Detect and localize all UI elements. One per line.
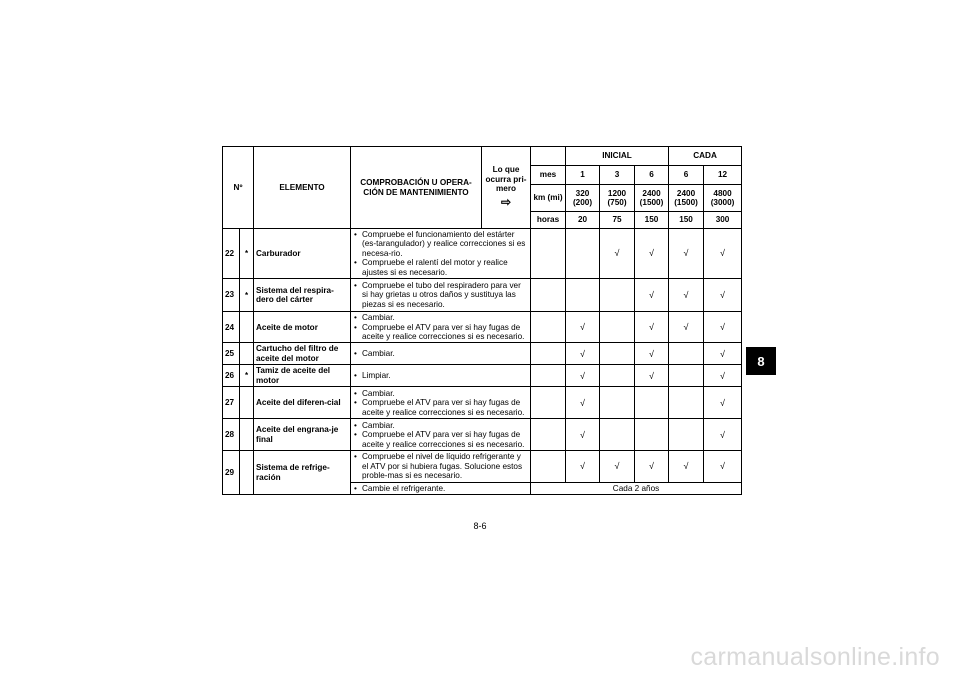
operation-cell <box>351 451 531 482</box>
watermark: carmanualsonline.info <box>690 643 940 671</box>
check-mark: √ <box>704 419 742 451</box>
check-mark: √ <box>704 343 742 365</box>
operation-list <box>353 230 528 277</box>
header-element: ELEMENTO <box>254 147 351 229</box>
check-mark: √ <box>635 365 669 387</box>
check-mark: √ <box>566 387 600 419</box>
item-number: 24 <box>223 312 240 343</box>
page-number: 8-6 <box>473 521 487 531</box>
hours-value: 20 <box>566 212 600 229</box>
hours-label: horas <box>531 212 566 229</box>
check-mark <box>600 419 635 451</box>
check-mark <box>600 279 635 312</box>
item-name: Sistema del respira-dero del cárter <box>254 279 351 312</box>
check-mark <box>600 343 635 365</box>
check-mark <box>600 387 635 419</box>
operation-cell <box>351 343 531 365</box>
operation-item: • Compruebe el ATV para ver si hay fugas de aceite y realice correcciones si es necesario. <box>353 430 528 449</box>
check-mark <box>600 365 635 387</box>
operation-item: • Compruebe el nivel de líquido refrigerante y el ATV por si hubiera fugas. Solucione estos proble-mas si es necesario. <box>353 452 528 480</box>
item-name: Aceite del engrana-je final <box>254 419 351 451</box>
km-value: 2400 (1500) <box>669 185 704 212</box>
item-number: 28 <box>223 419 240 451</box>
item-name: Aceite de motor <box>254 312 351 343</box>
schedule-label-blank <box>531 343 566 365</box>
schedule-label-blank <box>531 229 566 279</box>
operation-item: • Compruebe el funcionamiento del estárter (es-tarangulador) y realice correcciones si es necesa-rio. <box>353 230 528 258</box>
table-row <box>223 312 742 343</box>
item-number: 29 <box>223 451 240 495</box>
service-star <box>240 343 254 365</box>
section-tab: 8 <box>746 347 776 375</box>
service-star <box>240 312 254 343</box>
operation-cell <box>351 312 531 343</box>
check-mark: √ <box>566 451 600 482</box>
header-whichever-label: Lo que ocurra pri-mero <box>485 165 527 194</box>
operation-item: • Compruebe el ATV para ver si hay fugas de aceite y realice correcciones si es necesario. <box>353 323 528 342</box>
operation-cell <box>351 419 531 451</box>
check-mark: √ <box>635 279 669 312</box>
service-star: * <box>240 229 254 279</box>
item-number: 27 <box>223 387 240 419</box>
operation-list <box>353 421 528 449</box>
interval-note: Cada 2 años <box>531 482 742 494</box>
operation-item: • Cambiar. <box>353 349 528 358</box>
month-value: 1 <box>566 166 600 185</box>
service-star <box>240 451 254 495</box>
table-row <box>223 419 742 451</box>
operation-item: • Cambiar. <box>353 313 528 322</box>
check-mark <box>669 387 704 419</box>
header-initial: INICIAL <box>566 147 669 166</box>
check-mark: √ <box>669 451 704 482</box>
table-row <box>223 343 742 365</box>
check-mark: √ <box>566 312 600 343</box>
check-mark: √ <box>600 229 635 279</box>
item-name: Aceite del diferen-cial <box>254 387 351 419</box>
table-row <box>223 451 742 482</box>
check-mark: √ <box>635 343 669 365</box>
check-mark: √ <box>704 451 742 482</box>
operation-cell <box>351 387 531 419</box>
check-mark <box>566 279 600 312</box>
km-value: 2400 (1500) <box>635 185 669 212</box>
month-value: 6 <box>669 166 704 185</box>
service-star <box>240 419 254 451</box>
operation-item: • Compruebe el ralentí del motor y realice ajustes si es necesario. <box>353 258 528 277</box>
service-star <box>240 387 254 419</box>
km-value: 1200 (750) <box>600 185 635 212</box>
hours-value: 300 <box>704 212 742 229</box>
table-row <box>223 387 742 419</box>
item-name: Cartucho del filtro de aceite del motor <box>254 343 351 365</box>
check-mark: √ <box>669 312 704 343</box>
check-mark: √ <box>669 229 704 279</box>
operation-list <box>353 484 528 493</box>
operation-cell <box>351 229 531 279</box>
service-star: * <box>240 279 254 312</box>
check-mark <box>669 365 704 387</box>
check-mark <box>669 343 704 365</box>
check-mark: √ <box>635 312 669 343</box>
operation-item: • Cambiar. <box>353 389 528 398</box>
operation-item: • Compruebe el tubo del respiradero para ver si hay grietas u otros daños y sustituya las piezas si es necesario. <box>353 281 528 309</box>
item-number: 23 <box>223 279 240 312</box>
check-mark: √ <box>566 365 600 387</box>
hours-value: 75 <box>600 212 635 229</box>
operation-cell <box>351 365 531 387</box>
table-row <box>223 365 742 387</box>
header-blank <box>531 147 566 166</box>
schedule-label-blank <box>531 312 566 343</box>
operation-cell <box>351 279 531 312</box>
schedule-label-blank <box>531 387 566 419</box>
operation-list <box>353 452 528 480</box>
operation-cell <box>351 482 531 494</box>
operation-item: • Cambie el refrigerante. <box>353 484 528 493</box>
operation-list <box>353 371 528 380</box>
schedule-label-blank <box>531 365 566 387</box>
month-value: 3 <box>600 166 635 185</box>
check-mark: √ <box>635 451 669 482</box>
item-number: 22 <box>223 229 240 279</box>
operation-item: • Cambiar. <box>353 421 528 430</box>
operation-list <box>353 389 528 417</box>
operation-list <box>353 313 528 341</box>
month-value: 12 <box>704 166 742 185</box>
km-value: 320 (200) <box>566 185 600 212</box>
schedule-label-blank <box>531 451 566 482</box>
check-mark <box>635 419 669 451</box>
header-no: Nº <box>223 147 254 229</box>
month-label: mes <box>531 166 566 185</box>
check-mark: √ <box>635 229 669 279</box>
item-name: Tamiz de aceite del motor <box>254 365 351 387</box>
check-mark: √ <box>704 365 742 387</box>
maintenance-table <box>222 146 742 495</box>
check-mark: √ <box>669 279 704 312</box>
check-mark: √ <box>566 343 600 365</box>
km-label: km (mi) <box>531 185 566 212</box>
check-mark: √ <box>704 279 742 312</box>
operation-list <box>353 349 528 358</box>
month-value: 6 <box>635 166 669 185</box>
km-value: 4800 (3000) <box>704 185 742 212</box>
operation-list <box>353 281 528 309</box>
check-mark: √ <box>600 451 635 482</box>
check-mark <box>635 387 669 419</box>
check-mark <box>669 419 704 451</box>
hours-value: 150 <box>669 212 704 229</box>
check-mark: √ <box>704 229 742 279</box>
operation-item: • Limpiar. <box>353 371 528 380</box>
arrow-right-icon: ⇨ <box>500 194 512 209</box>
item-number: 25 <box>223 343 240 365</box>
item-name: Sistema de refrige-ración <box>254 451 351 495</box>
schedule-label-blank <box>531 419 566 451</box>
check-mark: √ <box>704 387 742 419</box>
check-mark: √ <box>704 312 742 343</box>
check-mark <box>566 229 600 279</box>
operation-item: • Compruebe el ATV para ver si hay fugas de aceite y realice correcciones si es necesario. <box>353 398 528 417</box>
check-mark <box>600 312 635 343</box>
check-mark: √ <box>566 419 600 451</box>
header-every: CADA <box>669 147 742 166</box>
item-number: 26 <box>223 365 240 387</box>
item-name: Carburador <box>254 229 351 279</box>
header-check: COMPROBACIÓN U OPERA-CIÓN DE MANTENIMIENTO <box>351 147 482 229</box>
hours-value: 150 <box>635 212 669 229</box>
service-star: * <box>240 365 254 387</box>
header-whichever <box>482 147 531 229</box>
table-row <box>223 229 742 279</box>
table-row <box>223 279 742 312</box>
schedule-label-blank <box>531 279 566 312</box>
